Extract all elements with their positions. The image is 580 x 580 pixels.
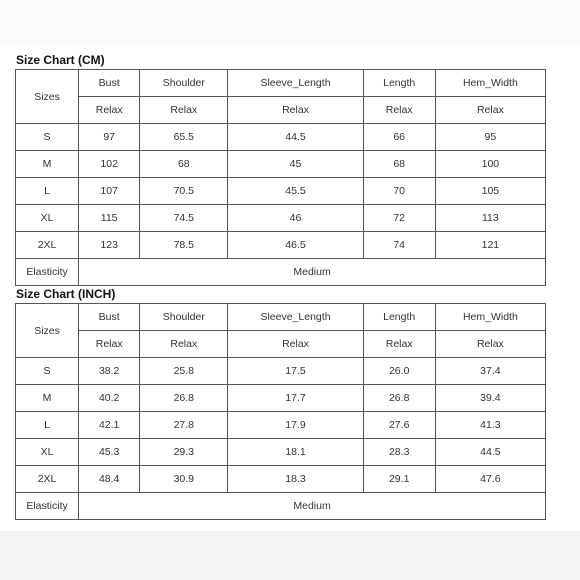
table-row (16, 466, 546, 493)
fit-cell: Relax (435, 97, 545, 124)
table-row (16, 151, 546, 178)
table-row (16, 412, 546, 439)
measurement-cell: 70.5 (140, 178, 228, 205)
sizes-header-cell: Sizes (16, 70, 79, 124)
measurement-cell: 68 (140, 151, 228, 178)
measurement-cell: 47.6 (435, 466, 545, 493)
fit-cell: Relax (79, 97, 140, 124)
size-label-cell: M (16, 385, 79, 412)
measurement-cell: 105 (435, 178, 545, 205)
size-label-cell: L (16, 412, 79, 439)
table-row (16, 385, 546, 412)
fit-cell: Relax (79, 331, 140, 358)
measurement-cell: 68 (363, 151, 435, 178)
size-table-cm (15, 69, 546, 286)
fit-cell: Relax (228, 97, 363, 124)
fit-cell: Relax (140, 331, 228, 358)
measurement-cell: 17.7 (228, 385, 363, 412)
elasticity-value-cell: Medium (79, 493, 546, 520)
size-label-cell: S (16, 358, 79, 385)
measurement-cell: 26.8 (140, 385, 228, 412)
measurement-cell: 18.3 (228, 466, 363, 493)
measurement-cell: 74.5 (140, 205, 228, 232)
fit-cell: Relax (363, 331, 435, 358)
measurement-cell: 27.8 (140, 412, 228, 439)
size-label-cell: S (16, 124, 79, 151)
measurement-cell: 74 (363, 232, 435, 259)
measurement-cell: 17.5 (228, 358, 363, 385)
header-row (16, 304, 546, 331)
measurement-cell: 44.5 (435, 439, 545, 466)
size-chart-cm-title: Size Chart (CM) (16, 53, 105, 67)
size-table-body (16, 304, 546, 520)
measurement-cell: 45.5 (228, 178, 363, 205)
fit-cell: Relax (228, 331, 363, 358)
measurement-cell: 18.1 (228, 439, 363, 466)
measurement-cell: 28.3 (363, 439, 435, 466)
column-header-cell: Sleeve_Length (228, 304, 363, 331)
fit-cell: Relax (363, 97, 435, 124)
sizes-header-cell: Sizes (16, 304, 79, 358)
measurement-cell: 100 (435, 151, 545, 178)
table-row (16, 232, 546, 259)
size-chart-inch (15, 287, 546, 520)
measurement-cell: 27.6 (363, 412, 435, 439)
bottom-background-band (0, 531, 580, 580)
elasticity-value-cell: Medium (79, 259, 546, 286)
column-header-cell: Bust (79, 70, 140, 97)
measurement-cell: 41.3 (435, 412, 545, 439)
measurement-cell: 123 (79, 232, 140, 259)
measurement-cell: 26.8 (363, 385, 435, 412)
measurement-cell: 30.9 (140, 466, 228, 493)
elasticity-row (16, 259, 546, 286)
measurement-cell: 48.4 (79, 466, 140, 493)
table-row (16, 205, 546, 232)
elasticity-label-cell: Elasticity (16, 259, 79, 286)
measurement-cell: 78.5 (140, 232, 228, 259)
size-chart-inch-title: Size Chart (INCH) (16, 287, 116, 301)
measurement-cell: 65.5 (140, 124, 228, 151)
measurement-cell: 39.4 (435, 385, 545, 412)
measurement-cell: 40.2 (79, 385, 140, 412)
measurement-cell: 29.3 (140, 439, 228, 466)
column-header-cell: Hem_Width (435, 304, 545, 331)
measurement-cell: 46 (228, 205, 363, 232)
top-background-band (0, 0, 580, 46)
measurement-cell: 97 (79, 124, 140, 151)
measurement-cell: 95 (435, 124, 545, 151)
size-table-inch (15, 303, 546, 520)
table-row (16, 178, 546, 205)
size-label-cell: L (16, 178, 79, 205)
fit-row (16, 97, 546, 124)
measurement-cell: 115 (79, 205, 140, 232)
measurement-cell: 70 (363, 178, 435, 205)
measurement-cell: 121 (435, 232, 545, 259)
measurement-cell: 45.3 (79, 439, 140, 466)
measurement-cell: 107 (79, 178, 140, 205)
elasticity-label-cell: Elasticity (16, 493, 79, 520)
measurement-cell: 113 (435, 205, 545, 232)
header-row (16, 70, 546, 97)
size-label-cell: XL (16, 439, 79, 466)
column-header-cell: Sleeve_Length (228, 70, 363, 97)
measurement-cell: 25.8 (140, 358, 228, 385)
size-table-body (16, 70, 546, 286)
column-header-cell: Length (363, 70, 435, 97)
fit-cell: Relax (140, 97, 228, 124)
measurement-cell: 72 (363, 205, 435, 232)
table-row (16, 439, 546, 466)
column-header-cell: Shoulder (140, 70, 228, 97)
size-label-cell: M (16, 151, 79, 178)
size-label-cell: 2XL (16, 232, 79, 259)
table-row (16, 358, 546, 385)
measurement-cell: 38.2 (79, 358, 140, 385)
fit-cell: Relax (435, 331, 545, 358)
elasticity-row (16, 493, 546, 520)
measurement-cell: 45 (228, 151, 363, 178)
measurement-cell: 37.4 (435, 358, 545, 385)
measurement-cell: 26.0 (363, 358, 435, 385)
column-header-cell: Shoulder (140, 304, 228, 331)
measurement-cell: 42.1 (79, 412, 140, 439)
fit-row (16, 331, 546, 358)
column-header-cell: Bust (79, 304, 140, 331)
size-label-cell: 2XL (16, 466, 79, 493)
measurement-cell: 17.9 (228, 412, 363, 439)
column-header-cell: Length (363, 304, 435, 331)
measurement-cell: 44.5 (228, 124, 363, 151)
table-row (16, 124, 546, 151)
measurement-cell: 102 (79, 151, 140, 178)
measurement-cell: 66 (363, 124, 435, 151)
measurement-cell: 46.5 (228, 232, 363, 259)
column-header-cell: Hem_Width (435, 70, 545, 97)
measurement-cell: 29.1 (363, 466, 435, 493)
size-label-cell: XL (16, 205, 79, 232)
size-chart-cm (15, 53, 546, 286)
